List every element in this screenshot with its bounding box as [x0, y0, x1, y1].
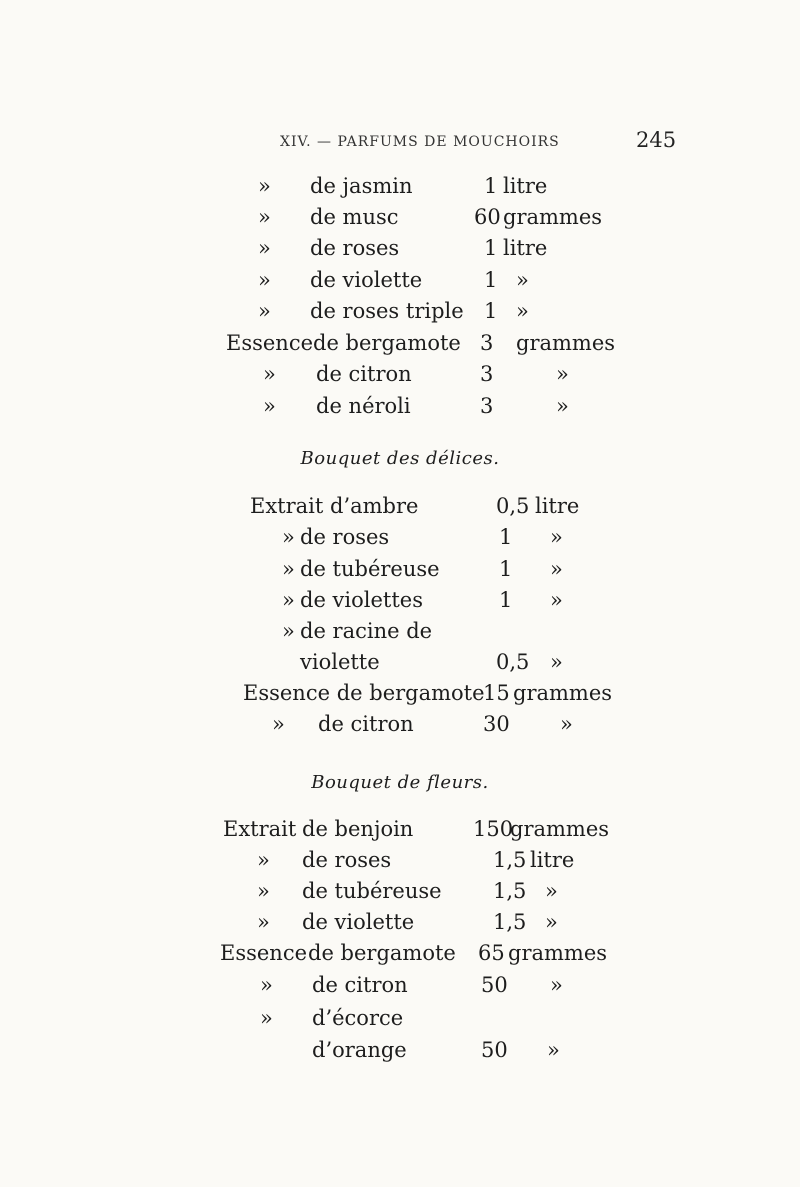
- ditto-mark: »: [282, 588, 295, 612]
- ingredient-unit: »: [556, 394, 569, 418]
- section-title: Bouquet de fleurs.: [311, 772, 489, 793]
- recipe-row: [0, 394, 800, 424]
- ingredient-name: de roses: [302, 848, 392, 872]
- ingredient-name: de benjoin: [302, 817, 414, 841]
- ingredient-name: d’écorce: [312, 1006, 404, 1030]
- ingredient-name: de jasmin: [310, 174, 413, 198]
- ingredient-unit: »: [560, 712, 573, 736]
- recipe-row: [0, 331, 800, 361]
- recipe-row: [0, 941, 800, 971]
- ditto-mark: »: [258, 205, 271, 229]
- ingredient-name: de violette: [302, 910, 415, 934]
- ingredient-quantity: 15: [483, 681, 510, 705]
- ingredient-name: Extrait d’ambre: [250, 494, 419, 518]
- ingredient-name: Essence de bergamote: [243, 681, 485, 705]
- ingredient-unit: »: [556, 362, 569, 386]
- ingredient-quantity: 3: [480, 394, 494, 418]
- ditto-mark: »: [257, 910, 270, 934]
- ingredient-name: de roses triple: [310, 299, 464, 323]
- recipe-row: [0, 712, 800, 742]
- recipe-row: [0, 650, 800, 680]
- ingredient-unit: »: [550, 650, 563, 674]
- ditto-mark: »: [260, 1006, 273, 1030]
- ingredient-unit: litre: [503, 236, 548, 260]
- ingredient-name: de racine de: [300, 619, 433, 643]
- page-header: [0, 128, 800, 158]
- ingredient-unit: »: [516, 268, 529, 292]
- ingredient-unit: grammes: [510, 817, 610, 841]
- ingredient-unit: »: [550, 973, 563, 997]
- ingredient-name: de roses: [310, 236, 400, 260]
- ingredient-quantity: 60: [474, 205, 501, 229]
- ingredient-quantity: 50: [481, 973, 508, 997]
- section-title: Bouquet des délices.: [300, 448, 500, 469]
- ditto-mark: »: [272, 712, 285, 736]
- row-prefix: Essence: [220, 941, 308, 965]
- recipe-row: [0, 879, 800, 909]
- ingredient-quantity: 150: [473, 817, 514, 841]
- ingredient-quantity: 1,5: [493, 848, 527, 872]
- ingredient-name: de violette: [310, 268, 423, 292]
- ingredient-quantity: 1: [499, 588, 513, 612]
- recipe-row: [0, 268, 800, 298]
- ingredient-name: violette: [300, 650, 380, 674]
- recipe-row: [0, 848, 800, 878]
- ingredient-name: d’orange: [312, 1038, 407, 1062]
- ingredient-quantity: 30: [483, 712, 510, 736]
- ingredient-unit: grammes: [503, 205, 603, 229]
- ingredient-unit: »: [545, 910, 558, 934]
- ingredient-name: de bergamote: [308, 941, 456, 965]
- ditto-mark: »: [258, 236, 271, 260]
- recipe-row: [0, 1038, 800, 1068]
- running-head: XIV. — PARFUMS DE MOUCHOIRS: [280, 134, 560, 150]
- recipe-row: [0, 362, 800, 392]
- ingredient-quantity: 0,5: [496, 650, 530, 674]
- ingredient-name: de roses: [300, 525, 390, 549]
- recipe-row: [0, 681, 800, 711]
- ingredient-quantity: 1: [484, 174, 498, 198]
- ingredient-unit: litre: [535, 494, 580, 518]
- recipe-row: [0, 817, 800, 847]
- ditto-mark: »: [257, 879, 270, 903]
- recipe-row: [0, 174, 800, 204]
- recipe-row: [0, 588, 800, 618]
- recipe-row: [0, 910, 800, 940]
- page-number: 245: [636, 128, 677, 152]
- ingredient-unit: litre: [503, 174, 548, 198]
- ingredient-unit: litre: [530, 848, 575, 872]
- ingredient-quantity: 1: [499, 557, 513, 581]
- ingredient-quantity: 3: [480, 331, 494, 355]
- ingredient-name: de citron: [318, 712, 414, 736]
- ingredient-quantity: 1: [484, 236, 498, 260]
- ingredient-unit: grammes: [516, 331, 616, 355]
- ingredient-unit: »: [550, 588, 563, 612]
- ingredient-quantity: 1,5: [493, 910, 527, 934]
- ditto-mark: »: [263, 362, 276, 386]
- recipe-row: [0, 525, 800, 555]
- ingredient-unit: grammes: [508, 941, 608, 965]
- recipe-row: [0, 494, 800, 524]
- ingredient-name: de citron: [316, 362, 412, 386]
- ingredient-unit: »: [550, 557, 563, 581]
- ingredient-name: de citron: [312, 973, 408, 997]
- ingredient-unit: »: [545, 879, 558, 903]
- ditto-mark: »: [258, 268, 271, 292]
- ingredient-name: de tubéreuse: [302, 879, 442, 903]
- ingredient-quantity: 1: [484, 268, 498, 292]
- recipe-row: [0, 619, 800, 649]
- ditto-mark: »: [260, 973, 273, 997]
- ingredient-quantity: 50: [481, 1038, 508, 1062]
- ditto-mark: »: [258, 299, 271, 323]
- ingredient-quantity: 3: [480, 362, 494, 386]
- ingredient-name: de violettes: [300, 588, 423, 612]
- ditto-mark: »: [282, 525, 295, 549]
- ingredient-quantity: 0,5: [496, 494, 530, 518]
- recipe-row: [0, 236, 800, 266]
- row-prefix: Essence: [226, 331, 314, 355]
- ingredient-unit: »: [547, 1038, 560, 1062]
- ingredient-quantity: 1: [499, 525, 513, 549]
- ingredient-quantity: 1: [484, 299, 498, 323]
- ingredient-unit: »: [516, 299, 529, 323]
- ingredient-name: de tubéreuse: [300, 557, 440, 581]
- row-prefix: Extrait: [223, 817, 297, 841]
- ingredient-quantity: 1,5: [493, 879, 527, 903]
- recipe-row: [0, 299, 800, 329]
- recipe-row: [0, 1006, 800, 1036]
- ingredient-name: de musc: [310, 205, 399, 229]
- ditto-mark: »: [257, 848, 270, 872]
- ditto-mark: »: [258, 174, 271, 198]
- recipe-row: [0, 205, 800, 235]
- ditto-mark: »: [282, 619, 295, 643]
- ditto-mark: »: [282, 557, 295, 581]
- ingredient-name: de néroli: [316, 394, 411, 418]
- ditto-mark: »: [263, 394, 276, 418]
- ingredient-unit: »: [550, 525, 563, 549]
- recipe-row: [0, 973, 800, 1003]
- ingredient-unit: grammes: [513, 681, 613, 705]
- ingredient-name: de bergamote: [313, 331, 461, 355]
- ingredient-quantity: 65: [478, 941, 505, 965]
- recipe-row: [0, 557, 800, 587]
